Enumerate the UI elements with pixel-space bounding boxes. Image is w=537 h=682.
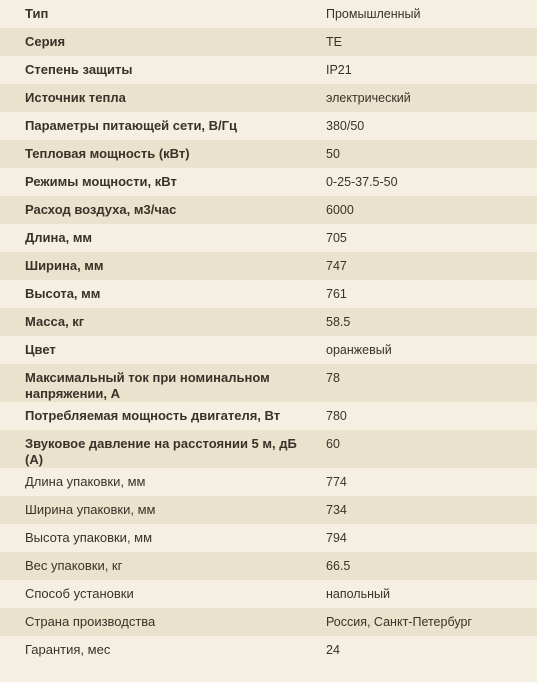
spec-value: 50: [326, 147, 340, 161]
spec-value: Россия, Санкт-Петербург: [326, 615, 472, 629]
spec-value: 734: [326, 503, 347, 517]
spec-value: электрический: [326, 91, 411, 105]
spec-key: Способ установки: [25, 586, 134, 601]
spec-row-heat-source: [0, 84, 537, 112]
spec-row-power-modes: [0, 168, 537, 196]
spec-row-installation: [0, 580, 537, 608]
spec-value: TE: [326, 35, 342, 49]
spec-value: 774: [326, 475, 347, 489]
spec-value: 0-25-37.5-50: [326, 175, 398, 189]
spec-row-package-height: [0, 524, 537, 552]
spec-row-length: [0, 224, 537, 252]
spec-key: Длина упаковки, мм: [25, 474, 146, 489]
spec-value: 78: [326, 371, 340, 385]
spec-row-sound-pressure: [0, 430, 537, 468]
spec-key: Длина, мм: [25, 230, 93, 245]
spec-key: Высота, мм: [25, 286, 101, 301]
spec-value: 6000: [326, 203, 354, 217]
spec-row-width: [0, 252, 537, 280]
spec-row-series: [0, 28, 537, 56]
spec-key: Тип: [25, 6, 49, 21]
spec-row-motor-power: [0, 402, 537, 430]
spec-row-max-current: [0, 364, 537, 402]
spec-value: оранжевый: [326, 343, 392, 357]
spec-row-mass: [0, 308, 537, 336]
spec-value: IP21: [326, 63, 352, 77]
spec-row-power-supply: [0, 112, 537, 140]
spec-value: 24: [326, 643, 340, 657]
spec-value: 60: [326, 437, 340, 451]
spec-key: Ширина, мм: [25, 258, 104, 273]
spec-value: 794: [326, 531, 347, 545]
spec-value: 780: [326, 409, 347, 423]
spec-row-color: [0, 336, 537, 364]
spec-value: напольный: [326, 587, 390, 601]
spec-value: Промышленный: [326, 7, 421, 21]
spec-row-warranty: [0, 636, 537, 664]
spec-key: Высота упаковки, мм: [25, 530, 153, 545]
spec-key: Потребляемая мощность двигателя, Вт: [25, 408, 281, 423]
spec-key: Источник тепла: [25, 90, 126, 105]
spec-key: Вес упаковки, кг: [25, 558, 123, 573]
spec-key: Тепловая мощность (кВт): [25, 146, 190, 161]
spec-value: 705: [326, 231, 347, 245]
spec-key: Ширина упаковки, мм: [25, 502, 156, 517]
spec-row-height: [0, 280, 537, 308]
spec-value: 761: [326, 287, 347, 301]
spec-value: 66.5: [326, 559, 351, 573]
spec-row-package-weight: [0, 552, 537, 580]
spec-row-country: [0, 608, 537, 636]
spec-row-protection: [0, 56, 537, 84]
spec-value: 747: [326, 259, 347, 273]
spec-key: Максимальный ток при номинальном напряжении, А: [25, 370, 270, 401]
spec-row-package-width: [0, 496, 537, 524]
spec-key: Параметры питающей сети, В/Гц: [25, 118, 238, 133]
spec-key: Масса, кг: [25, 314, 85, 329]
spec-row-type: [0, 0, 537, 28]
spec-key: Степень защиты: [25, 62, 133, 77]
spec-key: Цвет: [25, 342, 56, 357]
spec-key: Звуковое давление на расстоянии 5 м, дБ (А): [25, 436, 297, 467]
spec-row-airflow: [0, 196, 537, 224]
spec-value: 58.5: [326, 315, 351, 329]
spec-key: Гарантия, мес: [25, 642, 111, 657]
spec-key: Режимы мощности, кВт: [25, 174, 177, 189]
spec-key: Серия: [25, 34, 66, 49]
spec-row-heat-output: [0, 140, 537, 168]
spec-key: Расход воздуха, м3/час: [25, 202, 177, 217]
spec-row-package-length: [0, 468, 537, 496]
spec-key: Страна производства: [25, 614, 156, 629]
spec-value: 380/50: [326, 119, 365, 133]
